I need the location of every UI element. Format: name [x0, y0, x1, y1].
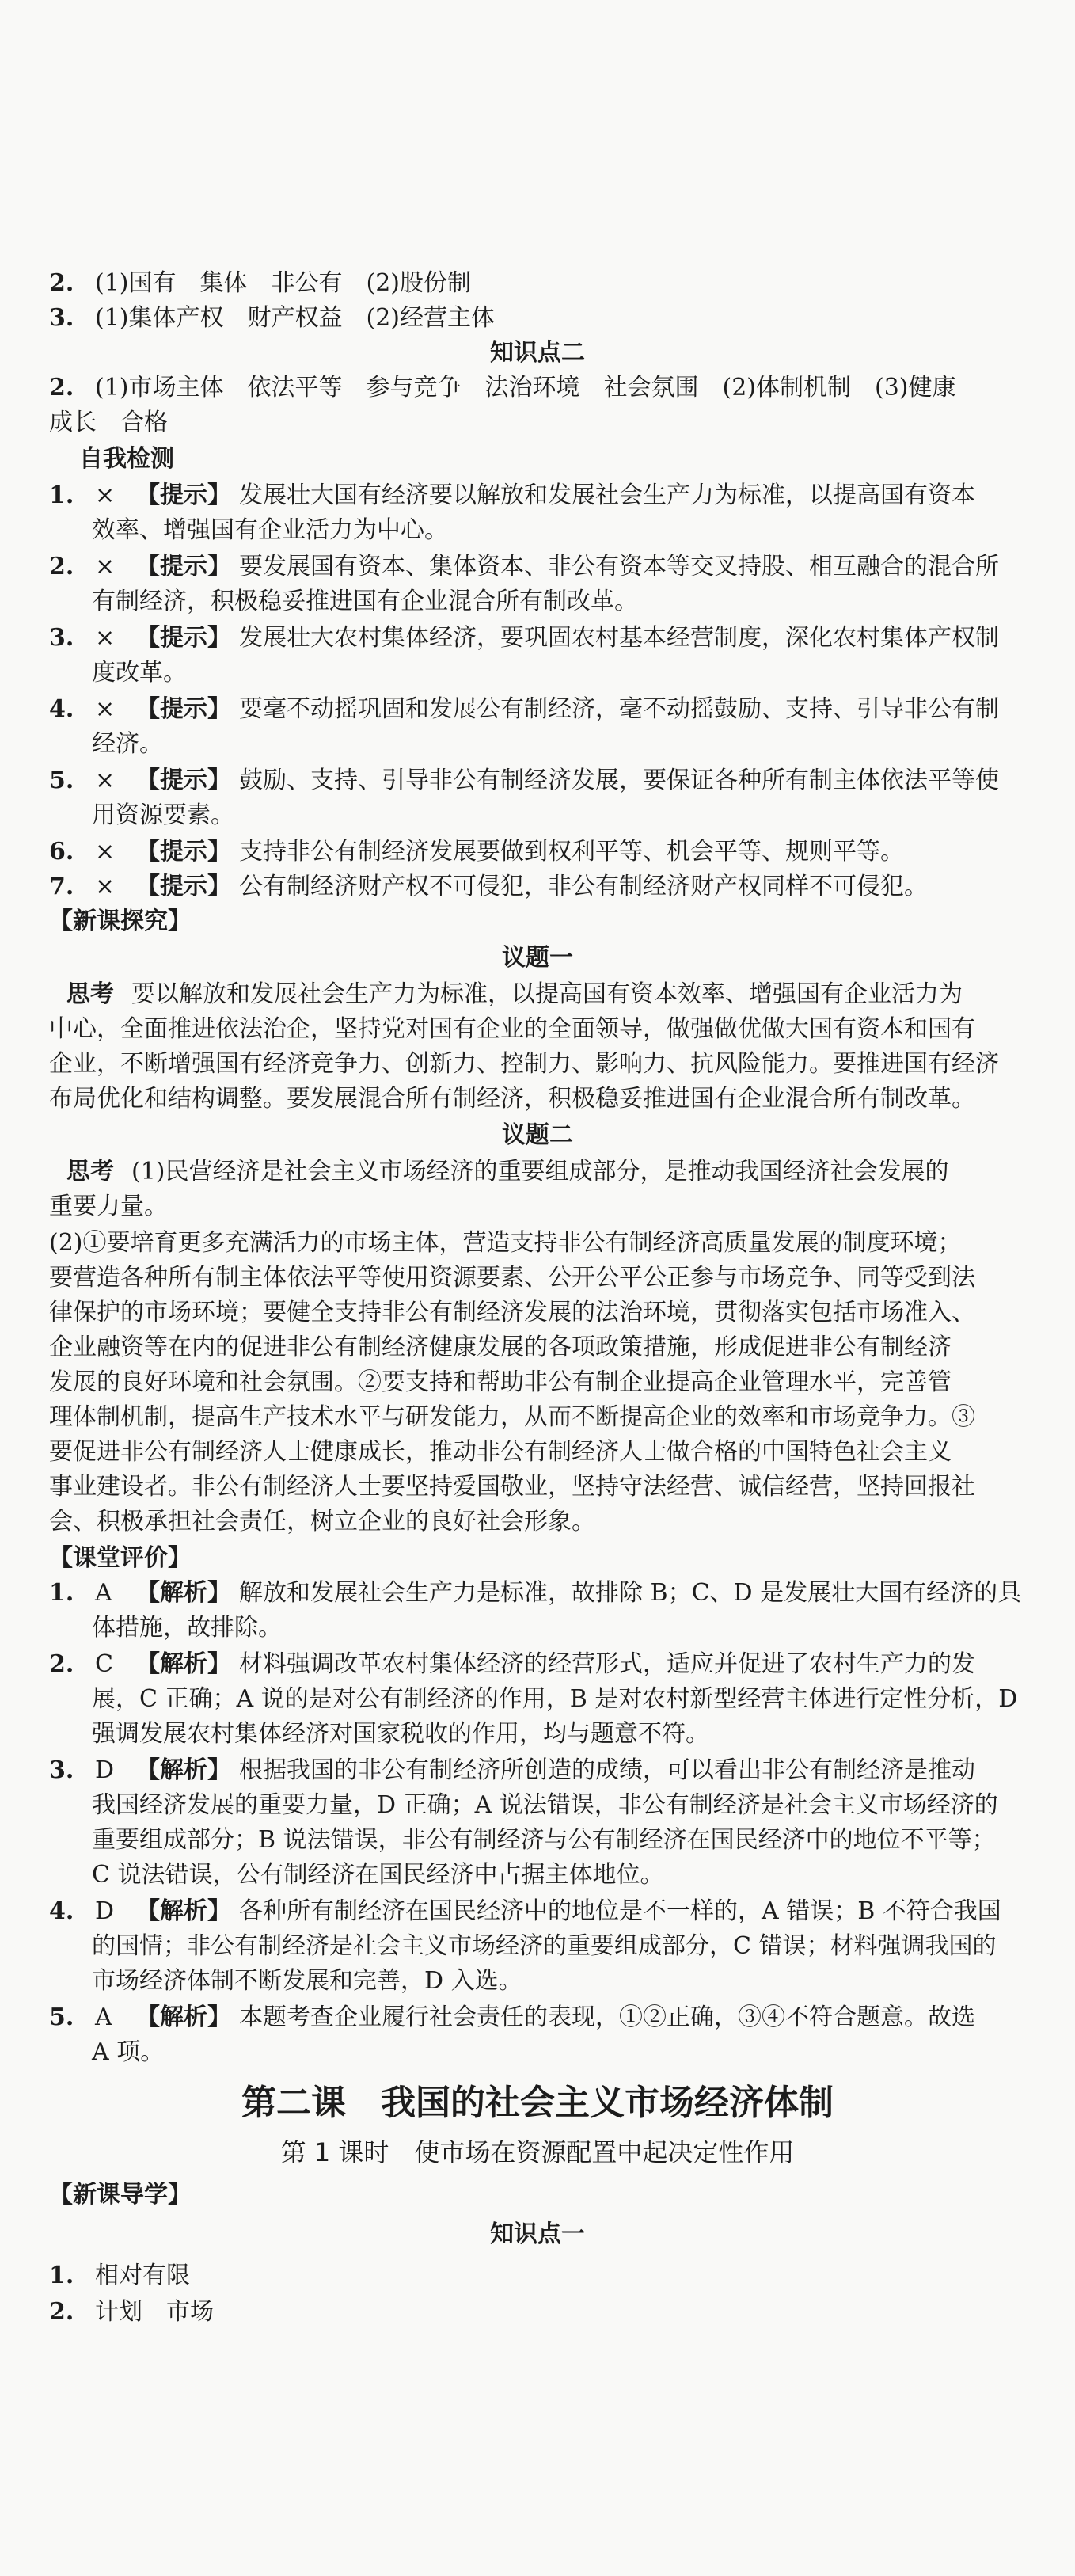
- check-item: 2. × 【提示】 要发展国有资本、集体资本、非公有资本等交叉持股、相互融合的混合所: [49, 553, 999, 580]
- eval-item-continued: 市场经济体制不断发展和完善，D 入选。: [92, 1967, 522, 1995]
- eval-item-continued: C 说法错误，公有制经济在国民经济中占据主体地位。: [92, 1861, 664, 1889]
- check-item: 7. × 【提示】 公有制经济财产权不可侵犯，非公有制经济财产权同样不可侵犯。: [49, 873, 928, 900]
- topic-paragraph-line: 中心，全面推进依法治企，坚持党对国有企业的全面领导，做强做优做大国有资本和国有: [49, 1015, 975, 1043]
- topic-paragraph-line: 事业建设者。非公有制经济人士要坚持爱国敬业，坚持守法经营、诚信经营，坚持回报社: [49, 1473, 975, 1501]
- section-heading-kp1: 知识点一: [490, 2220, 585, 2248]
- answer-item: 1. 相对有限: [49, 2262, 190, 2289]
- topic-paragraph-line: 企业融资等在内的促进非公有制经济健康发展的各项政策措施，形成促进非公有制经济: [49, 1334, 952, 1361]
- topic-paragraph-line: 思考 (1)民营经济是社会主义市场经济的重要组成部分，是推动我国经济社会发展的: [66, 1158, 949, 1185]
- topic-paragraph-line: 要促进非公有制经济人士健康成长，推动非公有制经济人士做合格的中国特色社会主义: [49, 1438, 952, 1466]
- topic-paragraph-line: 要营造各种所有制主体依法平等使用资源要素、公开公平公正参与市场竞争、同等受到法: [49, 1264, 975, 1292]
- check-item-continued: 效率、增强国有企业活力为中心。: [92, 516, 448, 544]
- topic-paragraph-line: 思考 要以解放和发展社会生产力为标准，以提高国有资本效率、增强国有企业活力为: [66, 980, 963, 1008]
- section-heading-new-explore: 【新课探究】: [49, 907, 192, 935]
- check-item-continued: 经济。: [92, 730, 163, 758]
- eval-item: 3. D 【解析】 根据我国的非公有制经济所创造的成绩，可以看出非公有制经济是推动: [49, 1756, 975, 1784]
- topic-paragraph-line: 重要力量。: [49, 1193, 168, 1220]
- eval-item: 4. D 【解析】 各种所有制经济在国民经济中的地位是不一样的，A 错误；B 不符合我国: [49, 1897, 1001, 1925]
- topic-paragraph-line: (2)①要培育更多充满活力的市场主体，营造支持非公有制经济高质量发展的制度环境；: [49, 1229, 962, 1257]
- check-item-continued: 度改革。: [92, 659, 187, 687]
- check-item: 5. × 【提示】 鼓励、支持、引导非公有制经济发展，要保证各种所有制主体依法平等使: [49, 767, 999, 794]
- topic-heading-1: 议题一: [502, 944, 573, 972]
- eval-item-continued: 体措施，故排除。: [92, 1614, 282, 1642]
- eval-item-continued: 的国情；非公有制经济是社会主义市场经济的重要组成部分，C 错误；材料强调我国的: [92, 1932, 997, 1960]
- eval-item: 5. A 【解析】 本题考查企业履行社会责任的表现，①②正确，③④不符合题意。故选: [49, 2003, 975, 2031]
- check-item: 4. × 【提示】 要毫不动摇巩固和发展公有制经济，毫不动摇鼓励、支持、引导非公有制: [49, 695, 999, 723]
- eval-item-continued: 重要组成部分；B 说法错误，非公有制经济与公有制经济在国民经济中的地位不平等；: [92, 1826, 996, 1854]
- topic-heading-2: 议题二: [502, 1121, 573, 1149]
- answer-item: 2. (1)市场主体 依法平等 参与竞争 法治环境 社会氛围 (2)体制机制 (3)健康: [49, 374, 956, 401]
- lesson-subtitle: 第 1 课时 使市场在资源配置中起决定性作用: [280, 2137, 795, 2167]
- check-item: 1. × 【提示】 发展壮大国有经济要以解放和发展社会生产力为标准，以提高国有资本: [49, 481, 975, 509]
- section-heading-self-check: 自我检测: [79, 445, 174, 473]
- lesson-title: 第二课 我国的社会主义市场经济体制: [241, 2083, 834, 2123]
- section-heading-class-eval: 【课堂评价】: [49, 1544, 192, 1572]
- answer-item: 3. (1)集体产权 财产权益 (2)经营主体: [49, 304, 495, 332]
- check-item-continued: 用资源要素。: [92, 801, 234, 829]
- check-item: 6. × 【提示】 支持非公有制经济发展要做到权利平等、机会平等、规则平等。: [49, 838, 904, 866]
- topic-paragraph-line: 布局优化和结构调整。要发展混合所有制经济，积极稳妥推进国有企业混合所有制改革。: [49, 1085, 975, 1113]
- check-item-continued: 有制经济，积极稳妥推进国有企业混合所有制改革。: [92, 588, 638, 615]
- topic-paragraph-line: 会、积极承担社会责任，树立企业的良好社会形象。: [49, 1508, 595, 1535]
- eval-item-continued: 我国经济发展的重要力量，D 正确；A 说法错误，非公有制经济是社会主义市场经济的: [92, 1791, 998, 1819]
- eval-item-continued: 展，C 正确；A 说的是对公有制经济的作用，B 是对农村新型经营主体进行定性分析，D: [92, 1685, 1018, 1713]
- check-item: 3. × 【提示】 发展壮大农村集体经济，要巩固农村基本经营制度，深化农村集体产权制: [49, 624, 999, 652]
- topic-paragraph-line: 律保护的市场环境；要健全支持非公有制经济发展的法治环境，贯彻落实包括市场准入、: [49, 1299, 975, 1326]
- eval-item-continued: A 项。: [92, 2038, 165, 2066]
- topic-paragraph-line: 企业，不断增强国有经济竞争力、创新力、控制力、影响力、抗风险能力。要推进国有经济: [49, 1050, 999, 1078]
- section-heading-new-guide: 【新课导学】: [49, 2181, 192, 2209]
- answer-item: 2. (1)国有 集体 非公有 (2)股份制: [49, 269, 471, 297]
- topic-paragraph-line: 发展的良好环境和社会氛围。②要支持和帮助非公有制企业提高企业管理水平，完善管: [49, 1368, 952, 1396]
- eval-item: 2. C 【解析】 材料强调改革农村集体经济的经营形式，适应并促进了农村生产力的发: [49, 1650, 975, 1678]
- answer-item: 2. 计划 市场: [49, 2298, 214, 2326]
- eval-item-continued: 强调发展农村集体经济对国家税收的作用，均与题意不符。: [92, 1720, 709, 1748]
- section-heading-kp2: 知识点二: [490, 339, 585, 367]
- answer-item-continued: 成长 合格: [49, 409, 168, 436]
- topic-paragraph-line: 理体制机制，提高生产技术水平与研发能力，从而不断提高企业的效率和市场竞争力。③: [49, 1403, 975, 1431]
- eval-item: 1. A 【解析】 解放和发展社会生产力是标准，故排除 B；C、D 是发展壮大国有经济的具: [49, 1579, 1022, 1607]
